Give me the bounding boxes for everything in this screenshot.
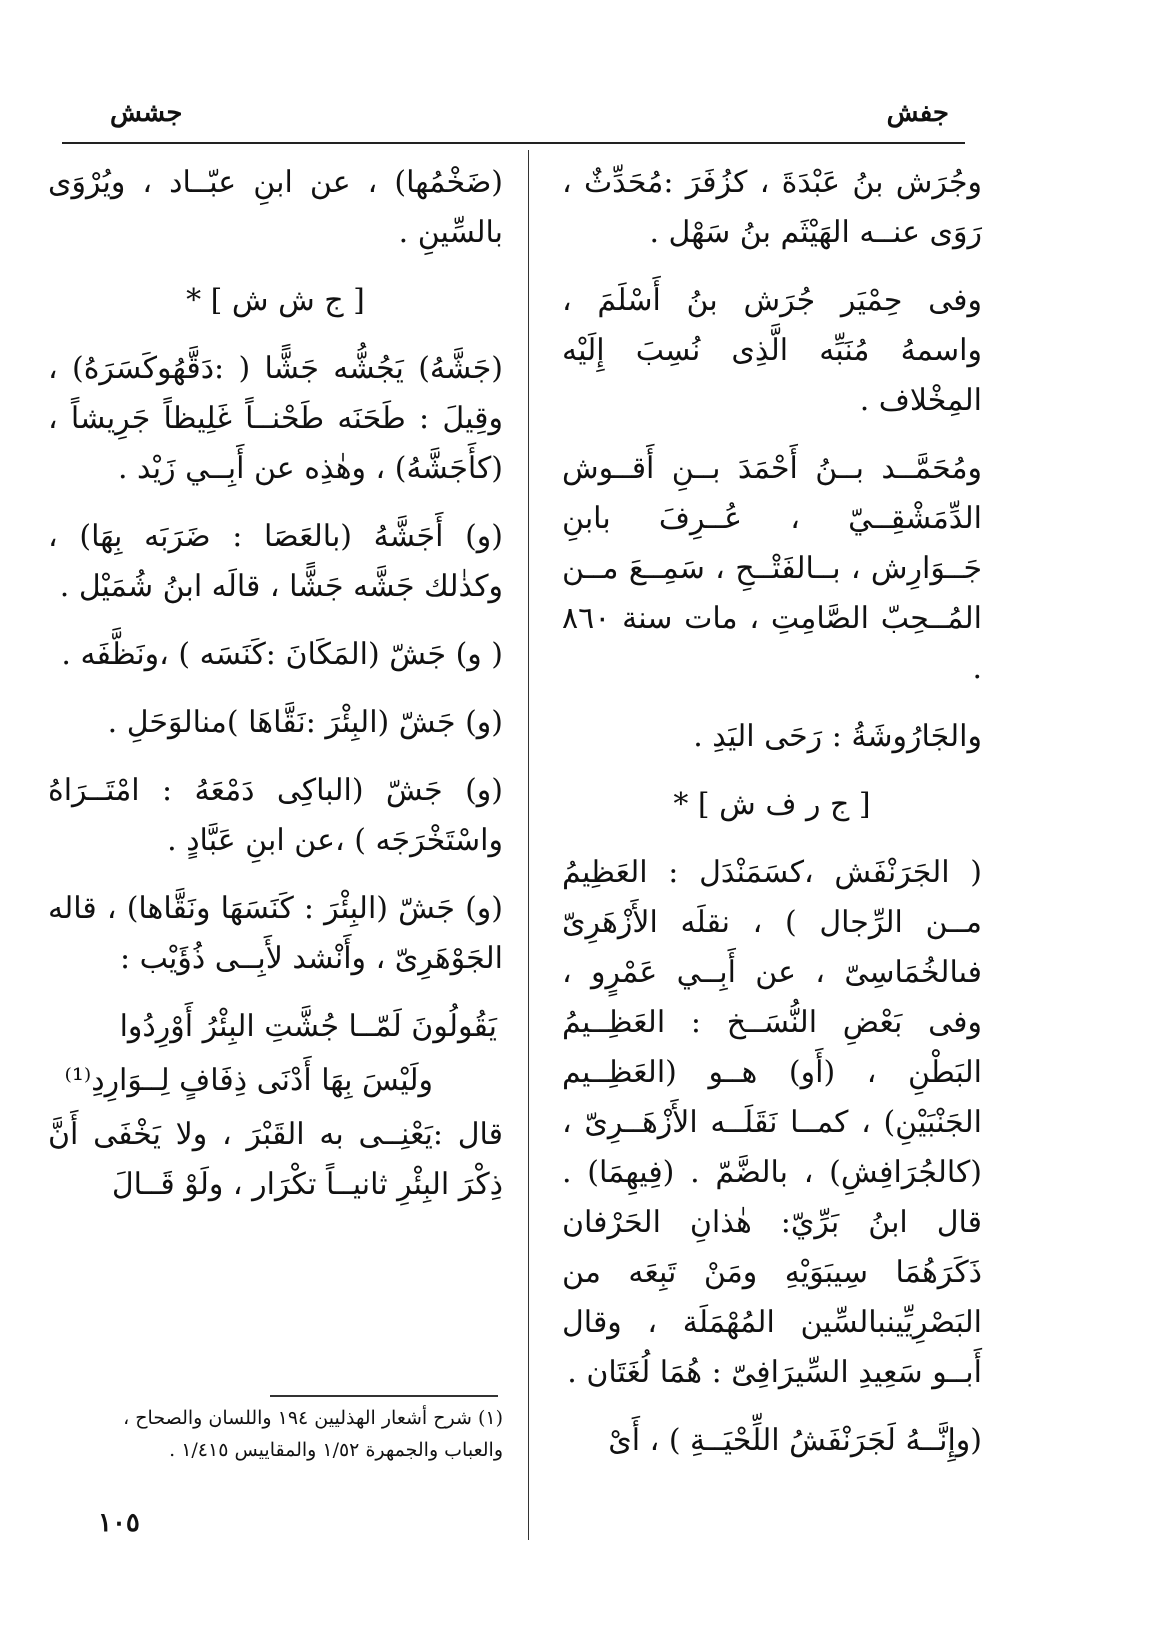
footnotes [48,1402,503,1466]
page-number: ١٠٥ [98,1508,140,1538]
paragraph: (و) جَشّ (البِئْرَ : كَنَسَهَا ونَقَّاها) ، قاله الجَوْهَرِىّ ، وأَنْشد لأَبِــى ذُؤَيْب : [48,891,503,976]
paragraph: قال :يَعْنِــى به القَبْرَ ، ولا يَخْفَى أَنَّ ذِكْرَ البِئْرِ ثانيــاً تكْرَار ، ولَوْ قَــالَ [48,1117,504,1202]
entry-heading: [ ج ش ش ] * [186,283,365,318]
paragraph: ( و) جَشّ (المَكَانَ :كَنَسَه ) ،ونَظَّفَه . [61,637,503,672]
paragraph: (وإِنَّــهُ لَجَرَنْفَشُ اللِّحْيَــةِ ) ، أَىْ [608,1423,982,1458]
paragraph: (جَشَّهُ) يَجُشُّه جَشًّا ( :دَقَّهُوكَسَرَهُ) ، وقِيلَ : طَحَنَه طَحْنــاً غَلِيظاً جَرِيشاً ، (كأَجَشَّهُ) ، وهٰذِه عن أَبِــي زَيْد . [48,351,503,486]
entry-heading: [ ج ر ف ش ] * [673,787,871,822]
paragraph: (و) أَجَشَّهُ (بالعَصَا : ضَرَبَه بِهَا) ، وكذٰلك جَشَّه جَشًّا ، قالَه ابنُ شُمَيْل . [48,519,503,604]
verse-line-1: يَقُولُونَ لَمّــا جُشَّتِ البِئْرُ أَوْرِدُوا [119,1009,497,1044]
paragraph: (ضَخْمُها) ، عن ابنِ عبّــاد ، ويُرْوَى بالسِّينِ . [48,165,503,250]
paragraph: (و) جَشّ (البِئْرَ :نَقَّاهَا )منالوَحَلِ . [107,705,503,740]
paragraph: ومُحَمَّــد بــنُ أَحْمَدَ بــنِ أَقــوش الدِّمَشْقِــيّ ، عُــرِفَ بابنِ جَــوَارِش ، بــالفَتْــحِ ، سَمِــعَ مــن المُــحِبّ الصَّامِتِ ، مات سنة ٨٦٠ . [562,451,982,686]
right-column [562,158,982,1484]
paragraph: وفى حِمْيَر جُرَش بنُ أَسْلَمَ ، واسمهُ مُنَبِّه الَّذِى نُسِبَ إِلَيْه المِخْلاف . [562,283,982,418]
footnote-line: والعباب والجمهرة ١/٥٢ والمقاييس ١/٤١٥ . [169,1439,503,1461]
paragraph: وجُرَش بنُ عَبْدَةَ ، كزُفَرَ :مُحَدِّثٌ ، رَوَى عنــه الهَيْثَم بنُ سَهْل . [562,165,982,250]
verse-line-2: ولَيْسَ بِهَا أَدْنَى ذِفَافٍ لِــوَارِدِ⁽¹⁾ [64,1063,433,1098]
footnote-line: (١) شرح أشعار الهذليين ١٩٤ واللسان والصحاح ، [123,1407,503,1429]
running-header-right: جفش [886,98,949,128]
column-divider [528,150,529,1540]
running-header-left: جشش [110,98,183,128]
paragraph: (و) جَشّ (الباكِى دَمْعَهُ : امْتَــرَاهُ واسْتَخْرَجَه ) ،عن ابنِ عَبَّادٍ . [48,773,503,858]
paragraph: والجَارُوشَةُ : رَحَى اليَدِ . [693,719,982,754]
left-column [48,158,503,1228]
footnote-rule [270,1395,498,1397]
paragraph: ( الجَرَنْفَش ،كسَمَنْدَل : العَظِيمُ مــن الرِّجال ) ، نقلَه الأَزْهَرِىّ فىالخُمَاسِىّ ، عن أَبِــي عَمْرٍو ، وفى بَعْضِ النُّسَــخ : العَظِــيمُ البَطْنِ ، (أَو) هــو (العَظِــيم الجَنْبَيْنِ) ، كمــا نَقَلَــه الأَزْهَــرِىّ ، (كالجُرَافِشِ) ، بالضَّمّ . (فِيهِمَا) . قال ابنُ بَرِّيّ: هٰذانِ الحَرْفان ذَكَرَهُمَا سِيبَوَيْهِ ومَنْ تَبِعَه من البَصْرِيِّينبالسِّين المُهْمَلَة ، وقال أَبــو سَعِيدِ السِّيرَافِىّ : هُمَا لُغَتَان . [562,855,982,1390]
header-rule [62,142,965,144]
